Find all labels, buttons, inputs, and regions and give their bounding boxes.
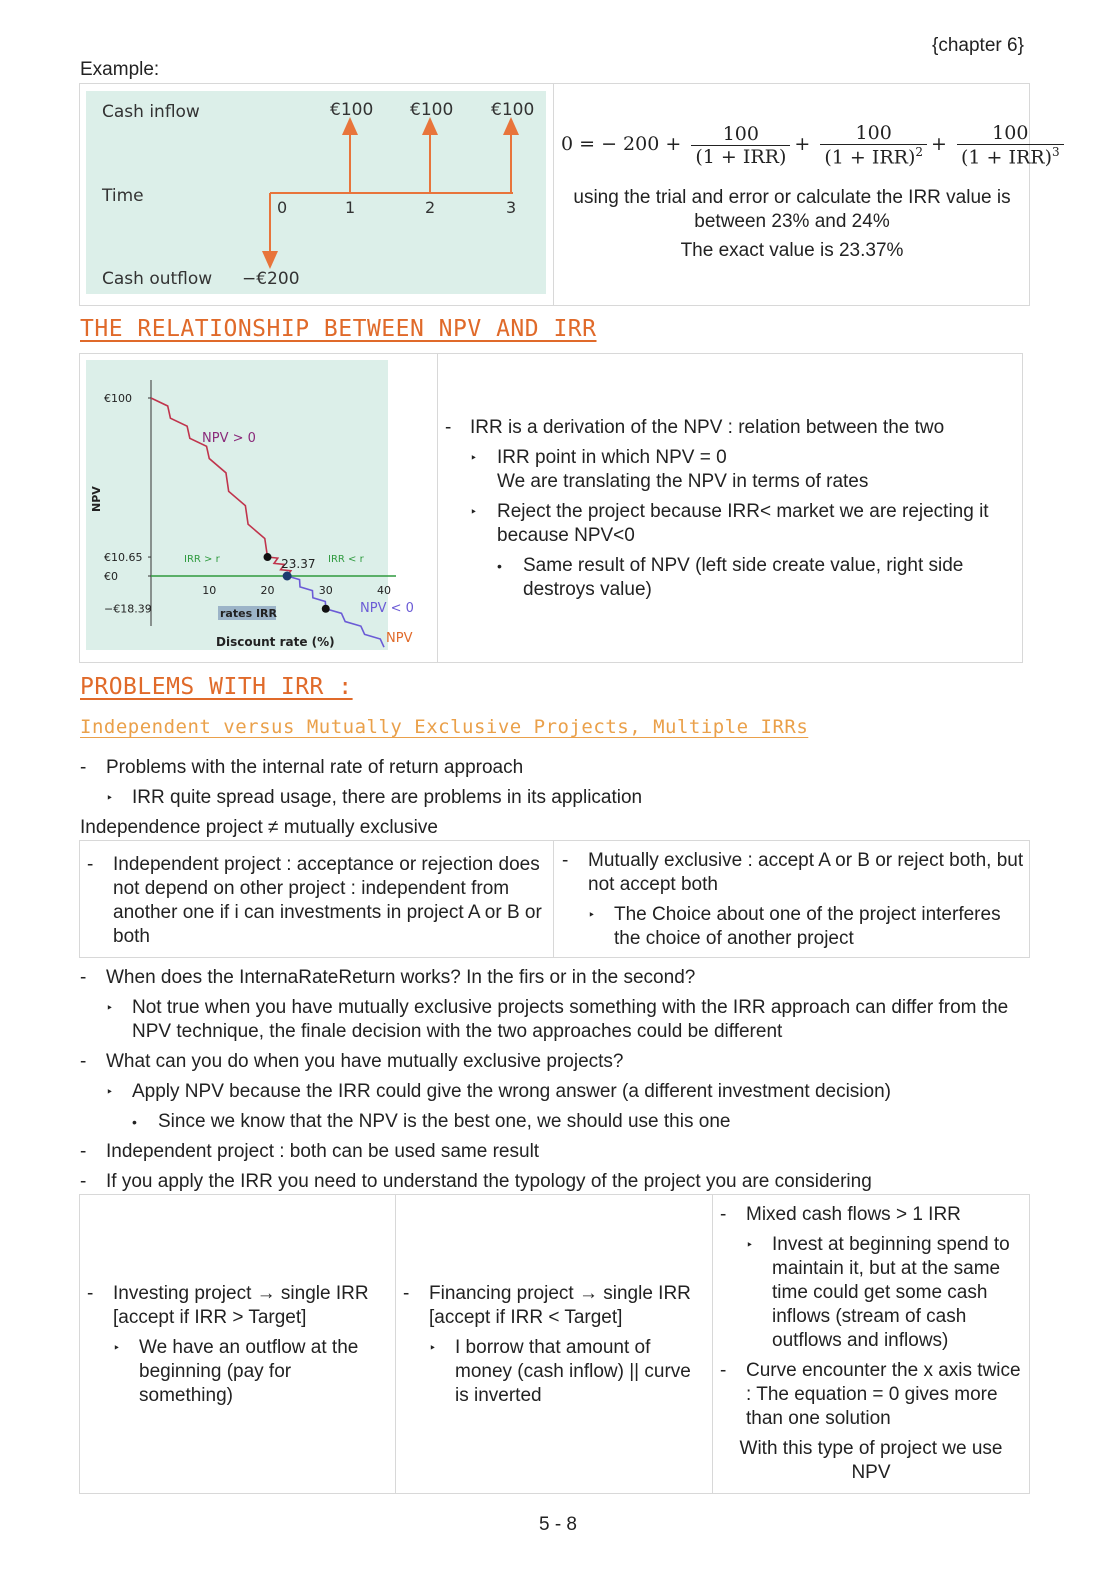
bullet-same-result <box>445 554 1020 602</box>
bullet-text: Mutually exclusive : accept A or B or reject both, but not accept both <box>588 850 1024 895</box>
npv-positive-label: NPV > 0 <box>202 431 256 446</box>
mutually-exclusive-cell <box>562 849 1024 951</box>
section-title-problems: PROBLEMS WITH IRR : <box>80 674 353 700</box>
denominator-3: (1 + IRR) <box>960 146 1052 169</box>
dash-marker: - <box>80 757 87 778</box>
y-axis-label: NPV <box>90 486 103 512</box>
bullet-text: Mixed cash flows > 1 IRR <box>746 1204 961 1225</box>
dash-marker: - <box>80 1051 87 1072</box>
npv-curve <box>151 398 291 576</box>
investing-project-cell <box>87 1282 387 1408</box>
time-label: Time <box>102 186 144 206</box>
cash-inflow-label: Cash inflow <box>102 102 200 122</box>
bullet-text: Not true when you have mutually exclusive projects something with the IRR approach can differ from the NPV technique, the finale decision with the two approaches could be different <box>132 997 1009 1042</box>
bullet-text: Financing project → single IRR [accept if IRR < Target] <box>429 1283 691 1328</box>
bullet-text: Since we know that the NPV is the best one, we should use this one <box>158 1111 731 1132</box>
bullet-what-to-do <box>80 1050 1030 1074</box>
rates-irr-label: rates IRR <box>220 607 277 620</box>
bullet-text: Independent project : both can be used same result <box>106 1141 540 1162</box>
x-tick-label: 30 <box>318 584 333 597</box>
y-tick-label: €10.65 <box>104 551 143 565</box>
triangle-bullet-icon: ‣ <box>746 1238 754 1252</box>
triangle-bullet-icon: ‣ <box>470 505 478 519</box>
bullet-not-true <box>80 996 1030 1044</box>
bullet-text: When does the InternaRateReturn works? In the firs or in the second? <box>106 967 696 988</box>
bullet-text: IRR is a derivation of the NPV : relation between the two <box>470 417 945 438</box>
time-1: 1 <box>345 198 356 217</box>
bullet-npv-best <box>80 1110 1030 1134</box>
fraction-2 <box>820 122 927 168</box>
denominator-1: (1 + IRR) <box>695 145 787 168</box>
bullet-text: What can you do when you have mutually exclusive projects? <box>106 1051 624 1072</box>
time-2: 2 <box>425 198 436 217</box>
bullet-when-irr-works <box>80 966 1030 990</box>
fraction-3 <box>957 122 1064 168</box>
bullet-mutually-exclusive <box>562 849 1024 897</box>
dash-marker: - <box>403 1283 410 1304</box>
problems-intro <box>80 756 1030 840</box>
numerator-2: 100 <box>820 122 927 145</box>
bullet-irr-derivation <box>445 416 1020 440</box>
bullet-invest-beginning <box>720 1233 1022 1353</box>
y-tick-label: €100 <box>104 392 132 405</box>
bullet-text: Investing project → single IRR [accept if IRR > Target] <box>113 1283 369 1328</box>
dot-bullet-icon: • <box>497 558 502 574</box>
x-tick-label: 40 <box>377 584 391 597</box>
bullet-apply-npv <box>80 1080 1030 1104</box>
chapter-label: {chapter 6} <box>932 35 1024 56</box>
bullet-financing <box>403 1282 705 1330</box>
time-0: 0 <box>277 198 288 217</box>
irr-greater-label: IRR > r <box>184 554 220 565</box>
exponent-3: 3 <box>1052 145 1060 159</box>
npv-negative-label: NPV < 0 <box>360 601 414 616</box>
bullet-text: Independent project : acceptance or rejection does not depend on other project : independent from another one if i can investments in project A or B or both <box>113 854 542 947</box>
triangle-bullet-icon: ‣ <box>113 1341 121 1355</box>
npv-irr-bullets <box>445 416 1020 602</box>
bullet-text: Same result of NPV (left side create value, right side destroys value) <box>523 555 964 600</box>
bullet-text: The Choice about one of the project interferes the choice of another project <box>614 904 1001 949</box>
triangle-bullet-icon: ‣ <box>429 1341 437 1355</box>
exponent-2: 2 <box>915 145 923 159</box>
irr-questions <box>80 966 1030 1194</box>
bullet-text: Invest at beginning spend to maintain it, but at the same time could get some cash inflows (stream of cash outflows and inflows) <box>772 1234 1010 1351</box>
bullet-text: Problems with the internal rate of return approach <box>106 757 524 778</box>
npv-data-point <box>322 605 330 613</box>
x-axis-label: Discount rate (%) <box>216 635 335 649</box>
bullet-text: Reject the project because IRR< market we are rejecting it because NPV<0 <box>497 501 989 546</box>
npv-data-point <box>264 553 272 561</box>
npv-chart-svg <box>86 360 428 652</box>
section-title-npv-irr: THE RELATIONSHIP BETWEEN NPV AND IRR <box>80 316 597 342</box>
dash-marker: - <box>80 1141 87 1162</box>
triangle-bullet-icon: ‣ <box>106 1085 114 1099</box>
dash-marker: - <box>87 854 94 875</box>
page-number: 5 - 8 <box>538 1514 578 1535</box>
equation-lhs: 0 = − 200 + <box>561 133 682 156</box>
y-tick-label: €0 <box>104 570 118 583</box>
irr-note: using the trial and error or calculate the IRR value is between 23% and 24% <box>573 187 1011 232</box>
numerator-1: 100 <box>691 123 790 146</box>
irr-equation: 0 = − 200 + $\frac{100}{\text{(1 + IRR)}}$ + $\frac{100}{(1 + IRR)^2}$ + $\frac{100}{(1 + IRR)^3}$ <box>561 122 1026 168</box>
triangle-bullet-icon: ‣ <box>106 791 114 805</box>
inflow-1-label: €100 <box>330 100 374 120</box>
bullet-curve-twice <box>720 1359 1022 1431</box>
bullet-irr-usage <box>80 786 1030 810</box>
bullet-typology <box>80 1170 1030 1194</box>
irr-value-label: 23.37 <box>281 557 316 571</box>
bullet-independent-same <box>80 1140 1030 1164</box>
bullet-irr-point <box>445 446 1020 494</box>
irr-less-label: IRR < r <box>328 554 364 565</box>
dash-marker: - <box>80 967 87 988</box>
bullet-text: I borrow that amount of money (cash inflow) || curve is inverted <box>455 1337 691 1406</box>
cash-flow-diagram <box>86 91 546 294</box>
outflow-value: −€200 <box>242 269 300 289</box>
cash-outflow-label: Cash outflow <box>102 269 213 289</box>
independent-project-cell <box>87 853 543 949</box>
bullet-reject-project <box>445 500 1020 548</box>
irr-exact-value: The exact value is 23.37% <box>680 240 904 261</box>
bullet-text: IRR quite spread usage, there are problems in its application <box>132 787 643 808</box>
npv-data-point <box>283 572 292 581</box>
bullet-independent <box>87 853 543 949</box>
example-label: Example: <box>80 59 160 80</box>
denominator-2: (1 + IRR) <box>824 146 916 169</box>
dash-marker: - <box>87 1283 94 1304</box>
bullet-text: We have an outflow at the beginning (pay for something) <box>139 1337 359 1406</box>
dash-marker: - <box>445 417 452 438</box>
triangle-bullet-icon: ‣ <box>588 908 596 922</box>
bullet-text: If you apply the IRR you need to understand the typology of the project you are considering <box>106 1171 872 1192</box>
financing-project-cell <box>403 1282 705 1408</box>
bullet-outflow <box>87 1336 387 1408</box>
dash-marker: - <box>720 1204 727 1225</box>
time-3: 3 <box>506 198 517 217</box>
dash-marker: - <box>562 850 569 871</box>
inflow-3-label: €100 <box>491 100 535 120</box>
triangle-bullet-icon: ‣ <box>106 1001 114 1015</box>
y-tick-label: −€18.39 <box>104 602 152 616</box>
bullet-text: IRR point in which NPV = 0 <box>497 447 727 468</box>
x-tick-label: 10 <box>202 584 217 597</box>
section-subtitle: Independent versus Mutually Exclusive Projects, Multiple IRRs <box>80 716 809 738</box>
bullet-investing <box>87 1282 387 1330</box>
use-npv-note: With this type of project we use NPV <box>739 1438 1003 1483</box>
npv-profile-chart <box>86 360 414 650</box>
dash-marker: - <box>80 1171 87 1192</box>
fraction-1 <box>691 123 790 168</box>
mixed-cash-flows-cell <box>720 1203 1022 1485</box>
cash-flow-svg <box>86 91 546 294</box>
bullet-problems <box>80 756 1030 780</box>
bullet-mixed <box>720 1203 1022 1227</box>
bullet-choice-interferes <box>562 903 1024 951</box>
bullet-text: Curve encounter the x axis twice : The equation = 0 gives more than one solution <box>746 1360 1021 1429</box>
bullet-text: We are translating the NPV in terms of rates <box>497 471 869 492</box>
numerator-3: 100 <box>957 122 1064 145</box>
independence-line: Independence project ≠ mutually exclusive <box>80 817 438 838</box>
npv-curve-label: NPV <box>386 631 413 646</box>
dot-bullet-icon: • <box>132 1114 137 1130</box>
bullet-borrow <box>403 1336 705 1408</box>
x-tick-label: 20 <box>260 584 275 597</box>
triangle-bullet-icon: ‣ <box>470 451 478 465</box>
inflow-2-label: €100 <box>410 100 454 120</box>
bullet-text: Apply NPV because the IRR could give the wrong answer (a different investment decision) <box>132 1081 891 1102</box>
dash-marker: - <box>720 1360 727 1381</box>
